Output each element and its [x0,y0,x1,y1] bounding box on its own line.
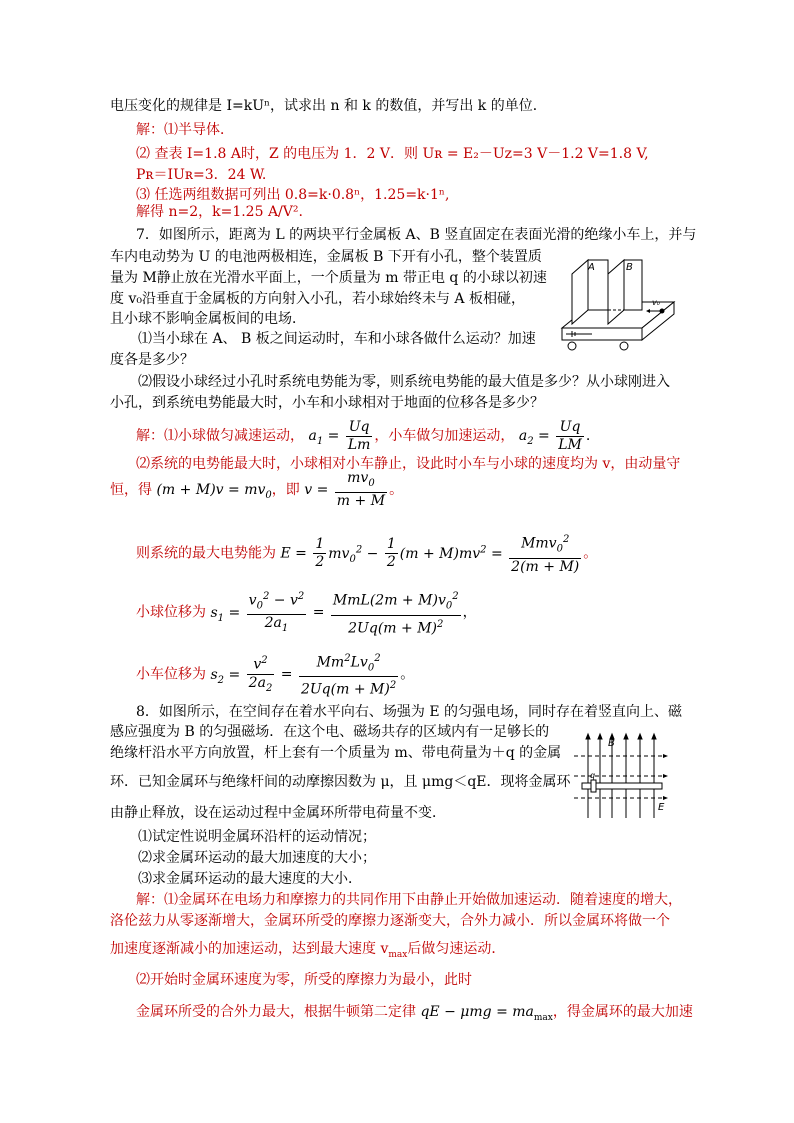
question-8-line: ⑵求金属环运动的最大加速度的大小； [138,850,376,866]
question-7-line: ⑵假设小球经过小孔时系统电势能为零，则系统电势能的最大值是多少？从小球刚进入 [138,374,670,390]
question-7-line: 度 v₀沿垂直于金属板的方向射入小孔，若小球始终未与 A 板相碰， [110,291,525,307]
answer-8-line: 洛伦兹力从零逐渐增大，金属环所受的摩擦力逐渐变大，合外力减小．所以金属环将做一个 [110,913,670,929]
answer-7-energy: 则系统的最大电势能为 E = $\frac{1}{2}$ $mv_0^2$ − $\frac{1}{2}$ $(m + M)mv^2$ = $\frac{Mmv_0^2}{2(m + M)}$ 。 [136,530,597,579]
question-8-line: 由静止释放，设在运动过程中金属环所带电荷量不变． [110,805,446,821]
question-7-line: 且小球不影响金属板间的电场． [110,311,306,327]
answer-line: ⑶ 任选两组数据可列出 0.8=k·0.8ⁿ，1.25=k·1ⁿ, [136,187,450,203]
question-8-line: 绝缘杆沿水平方向放置，杆上套有一个质量为 m、带电荷量为＋q 的金属 [110,745,562,761]
plate-b-label: B [626,262,633,273]
question-7-line: 7．如图所示，距离为 L 的两块平行金属板 A、B 竖直固定在表面光滑的绝缘小车上，并与 [136,227,697,243]
text-line: 电压变化的规律是 I=kUⁿ，试求出 n 和 k 的数值，并写出 k 的单位． [110,98,547,114]
magnetic-field-label: B [608,738,615,749]
question-7-line: ⑴当小球在 A、 B 板之间运动时，车和小球各做什么运动？加速 [138,331,536,347]
question-7-line: 小孔，到系统电势能最大时，小车和小球相对于地面的位移各是多少？ [110,395,544,411]
answer-8-line: 金属环所受的合外力最大，根据牛顿第二定律 qE − $\mu mg = ma_{max}$，得金属环的最大加速 [136,1004,693,1023]
answer-text: 解：⑴小球做匀减速运动， [136,428,304,444]
electric-field-label: E [658,802,665,813]
answer-7-part1: 解：⑴小球做匀减速运动， $a_1$ = $\frac{Uq}{Lm}$ ，小车做匀加速运动， $a_2$ = $\frac{Uq}{LM}$ . [136,418,591,453]
question-7-line: 量为 M静止放在光滑水平面上，一个质量为 m 带正电 q 的小球以初速 [110,270,547,286]
question-7-line: 车内电动势为 U 的电池两极相连，金属板 B 下开有小孔，整个装置质 [110,249,542,265]
answer-7-cart-displacement: 小车位移为 $s_2$ = $\frac{v^2}{2a_2}$ = $\frac{Mm^2Lv_0^2}{2Uq(m + M)^2}$ 。 [136,650,414,700]
question-8-line: 感应强度为 B 的匀强磁场．在这个电、磁场共存的区域内有一足够长的 [110,724,550,740]
ring-icon [591,780,596,792]
answer-8-line: 解：⑴金属环在电场力和摩擦力的共同作用下由静止开始做加速运动．随着速度的增大， [136,892,682,908]
question-8-line: ⑶求金属环运动的最大速度的大小． [138,871,362,887]
answer-line: 解得 n=2，k=1.25 A/V². [136,204,303,220]
question-8-line: 环．已知金属环与绝缘杆间的动摩擦因数为 μ，且 μmg＜qE．现将金属环 [110,774,571,790]
cart-plates-figure [558,254,684,358]
charge-label: q [590,771,596,780]
question-8-line: ⑴试定性说明金属环沿杆的运动情况； [138,829,376,845]
answer-8-line: ⑵开始时金属环速度为零，所受的摩擦力为最小，此时 [136,972,472,988]
velocity-label: v₀ [652,298,660,307]
answer-text: ，小车做匀加速运动， [374,428,515,444]
question-8-line: 8．如图所示，在空间存在着水平向右、场强为 E 的匀强电场，同时存在着竖直向上、磁 [136,704,683,720]
answer-7-ball-displacement: 小球位移为 $s_1$ = $\frac{v_0^2 - v^2}{2a_1}$ = $\frac{MmL(2m + M)v_0^2}{2Uq(m + M)^2}$ ， [136,588,477,638]
question-7-line: 度各是多少？ [110,352,194,368]
ball-icon [660,309,665,314]
answer-7-momentum: 恒，得 $(m + M)v = mv_0$，即 v = $\frac{mv_0}{m + M}$ 。 [110,470,404,509]
answer-7-part2: ⑵系统的电势能最大时，小球相对小车静止，设此时小车与小球的速度均为 v，由动量守 [136,456,681,472]
plate-a-label: A [588,262,595,273]
field-rod-figure [572,732,670,822]
answer-8-line: 加速度逐渐减小的加速运动，达到最大速度 $v_{max}$后做匀速运动． [110,941,506,960]
answer-line: 解：⑴半导体． [136,122,234,138]
answer-line: Pʀ＝IUʀ=3．24 W. [136,167,267,183]
answer-line: ⑵ 查表 I=1.8 A时，Z 的电压为 1．2 V．则 Uʀ = E₂－Uᴢ=3 V－1.2 V=1.8 V, [136,146,649,162]
